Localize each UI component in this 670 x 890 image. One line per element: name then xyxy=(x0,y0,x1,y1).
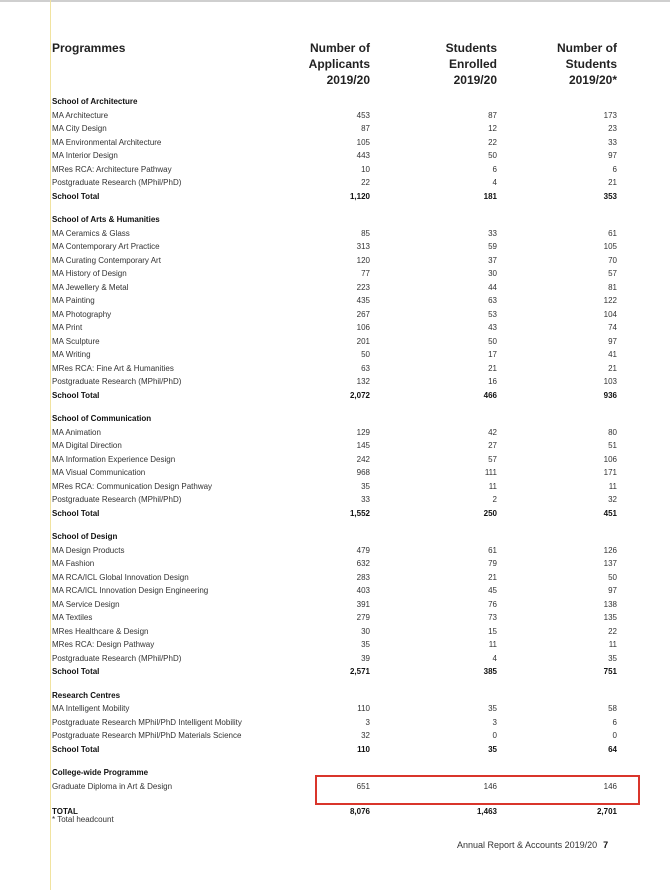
row-label: MA Digital Direction xyxy=(52,441,122,450)
table-row xyxy=(0,375,670,389)
applicants-cell: 651 xyxy=(356,781,370,791)
row-label: Postgraduate Research (MPhil/PhD) xyxy=(52,178,182,187)
top-border xyxy=(0,0,670,2)
header-enrolled xyxy=(357,40,497,88)
table-row xyxy=(0,702,670,716)
section-heading xyxy=(0,95,670,109)
students-cell: 97 xyxy=(608,151,617,160)
enrolled-cell: 385 xyxy=(483,667,497,676)
row-label: MA Ceramics & Glass xyxy=(52,228,130,238)
enrolled-cell: 181 xyxy=(483,191,497,201)
footer-text: Annual Report & Accounts 2019/20 xyxy=(457,840,598,850)
row-label: MRes RCA: Architecture Pathway xyxy=(52,164,172,174)
row-label: MRes Healthcare & Design xyxy=(52,626,149,636)
row-label: MA Painting xyxy=(52,296,95,305)
school-total-row xyxy=(0,743,670,757)
footnote: * Total headcount xyxy=(52,815,114,824)
enrolled-cell: 33 xyxy=(488,228,497,238)
row-label: TOTAL xyxy=(52,807,78,816)
row-label: Postgraduate Research (MPhil/PhD) xyxy=(52,377,182,386)
applicants-cell: 85 xyxy=(361,228,370,238)
enrolled-cell: 22 xyxy=(488,137,497,147)
table-row xyxy=(0,348,670,362)
table-row xyxy=(0,294,670,308)
enrolled-cell: 45 xyxy=(488,586,497,595)
enrolled-cell: 57 xyxy=(488,454,497,464)
row-label: MA Textiles xyxy=(52,613,93,622)
row-label: MA RCA/ICL Innovation Design Engineering xyxy=(52,586,209,595)
header-enrolled-line1: Students xyxy=(445,41,497,55)
enrolled-cell: 76 xyxy=(488,599,497,609)
students-cell: 51 xyxy=(608,441,617,450)
enrolled-cell: 35 xyxy=(488,744,497,754)
students-cell: 936 xyxy=(603,390,617,400)
applicants-cell: 479 xyxy=(356,545,370,555)
enrolled-cell: 1,463 xyxy=(476,807,497,816)
students-cell: 57 xyxy=(608,269,617,278)
header-applicants-line2: Applicants xyxy=(308,57,370,71)
row-label: MA Curating Contemporary Art xyxy=(52,255,161,265)
applicants-cell: 120 xyxy=(356,255,370,265)
applicants-cell: 1,120 xyxy=(349,191,370,201)
applicants-cell: 223 xyxy=(356,282,370,292)
enrolled-cell: 6 xyxy=(492,164,497,174)
enrolled-cell: 30 xyxy=(488,269,497,278)
enrolled-cell: 79 xyxy=(488,559,497,568)
applicants-cell: 3 xyxy=(365,717,370,727)
enrolled-cell: 27 xyxy=(488,441,497,450)
students-cell: 64 xyxy=(608,744,617,754)
students-cell: 106 xyxy=(603,454,617,464)
students-cell: 58 xyxy=(608,704,617,713)
row-label: MA City Design xyxy=(52,124,107,133)
row-label: MA Photography xyxy=(52,309,112,319)
table-row xyxy=(0,122,670,136)
header-applicants-line3: 2019/20 xyxy=(326,73,370,87)
table-row xyxy=(0,254,670,268)
enrolled-cell: 15 xyxy=(488,626,497,636)
applicants-cell: 35 xyxy=(361,640,370,649)
applicants-cell: 443 xyxy=(356,151,370,160)
enrolled-cell: 53 xyxy=(488,309,497,319)
enrolled-cell: 111 xyxy=(484,468,497,477)
enrolled-cell: 4 xyxy=(492,653,497,663)
row-label: College-wide Programme xyxy=(52,768,149,777)
students-cell: 146 xyxy=(603,781,617,791)
students-cell: 751 xyxy=(603,667,617,676)
applicants-cell: 145 xyxy=(356,441,370,450)
row-label: MA Contemporary Art Practice xyxy=(52,242,160,251)
applicants-cell: 279 xyxy=(356,613,370,622)
applicants-cell: 30 xyxy=(361,626,370,636)
table-row xyxy=(0,611,670,625)
table-row xyxy=(0,557,670,571)
row-label: School of Design xyxy=(52,532,118,541)
applicants-cell: 10 xyxy=(361,164,370,174)
row-label: MRes RCA: Fine Art & Humanities xyxy=(52,363,174,373)
applicants-cell: 22 xyxy=(361,178,370,187)
enrolled-cell: 12 xyxy=(488,124,497,133)
page-number: 7 xyxy=(603,840,609,850)
applicants-cell: 283 xyxy=(356,572,370,582)
table-row xyxy=(0,571,670,585)
table-row xyxy=(0,240,670,254)
enrolled-cell: 11 xyxy=(488,481,497,491)
applicants-cell: 453 xyxy=(356,110,370,120)
students-cell: 50 xyxy=(608,572,617,582)
enrolled-cell: 63 xyxy=(488,296,497,305)
enrolled-cell: 43 xyxy=(488,323,497,332)
row-label: Postgraduate Research MPhil/PhD Materials Science xyxy=(52,731,242,740)
table-row xyxy=(0,308,670,322)
page-footer xyxy=(457,840,608,850)
students-cell: 0 xyxy=(612,731,617,740)
enrolled-cell: 50 xyxy=(488,151,497,160)
table-row xyxy=(0,638,670,652)
section-heading xyxy=(0,530,670,544)
header-students-line3: 2019/20* xyxy=(568,73,617,87)
applicants-cell: 32 xyxy=(361,731,370,740)
row-label: MA Sculpture xyxy=(52,336,100,346)
row-label: Graduate Diploma in Art & Design xyxy=(52,781,173,791)
enrolled-cell: 16 xyxy=(488,377,497,386)
total-highlight-box xyxy=(315,775,640,805)
enrolled-cell: 87 xyxy=(488,110,497,120)
row-label: MA Fashion xyxy=(52,559,95,568)
row-label: MA Print xyxy=(52,323,83,332)
enrolled-cell: 35 xyxy=(488,704,497,713)
enrolled-cell: 4 xyxy=(492,178,497,187)
row-label: MRes RCA: Design Pathway xyxy=(52,640,155,649)
students-cell: 32 xyxy=(608,495,617,504)
enrolled-cell: 42 xyxy=(488,427,497,437)
header-enrolled-line2: Enrolled xyxy=(448,57,497,71)
table-row xyxy=(0,439,670,453)
table-row xyxy=(0,149,670,163)
enrolled-cell: 37 xyxy=(488,255,497,265)
students-cell: 33 xyxy=(608,137,617,147)
table-row xyxy=(0,493,670,507)
table-row xyxy=(0,109,670,123)
applicants-cell: 968 xyxy=(356,468,370,477)
header-applicants xyxy=(230,40,370,88)
row-label: MA Intelligent Mobility xyxy=(52,704,130,713)
table-row xyxy=(0,598,670,612)
students-cell: 81 xyxy=(608,282,617,292)
enrolled-cell: 0 xyxy=(492,731,497,740)
table-row xyxy=(0,176,670,190)
row-label: MA Design Products xyxy=(52,545,125,555)
row-label: Research Centres xyxy=(52,690,121,700)
row-label: School Total xyxy=(52,191,100,201)
applicants-cell: 435 xyxy=(356,296,370,305)
row-label: MA Animation xyxy=(52,427,101,437)
applicants-cell: 8,076 xyxy=(349,807,370,816)
students-cell: 97 xyxy=(608,586,617,595)
applicants-cell: 2,571 xyxy=(349,667,370,676)
students-cell: 22 xyxy=(608,626,617,636)
applicants-cell: 2,072 xyxy=(349,390,370,400)
applicants-cell: 77 xyxy=(361,269,370,278)
header-students-line1: Number of xyxy=(557,41,617,55)
students-cell: 126 xyxy=(603,545,617,555)
enrolled-cell: 44 xyxy=(488,282,497,292)
enrolled-cell: 59 xyxy=(488,242,497,251)
students-cell: 104 xyxy=(603,309,617,319)
header-enrolled-line3: 2019/20 xyxy=(453,73,497,87)
row-label: MRes RCA: Communication Design Pathway xyxy=(52,481,213,491)
applicants-cell: 39 xyxy=(361,653,370,663)
header-students xyxy=(477,40,617,88)
enrolled-cell: 50 xyxy=(488,336,497,346)
row-label: MA Service Design xyxy=(52,599,120,609)
table-row xyxy=(0,362,670,376)
applicants-cell: 403 xyxy=(356,586,370,595)
students-cell: 97 xyxy=(608,336,617,346)
applicants-cell: 129 xyxy=(356,427,370,437)
row-label: School of Architecture xyxy=(52,97,138,106)
students-cell: 138 xyxy=(603,599,617,609)
table-row xyxy=(0,163,670,177)
students-cell: 105 xyxy=(603,242,617,251)
applicants-cell: 391 xyxy=(356,599,370,609)
students-cell: 35 xyxy=(608,653,617,663)
applicants-cell: 110 xyxy=(357,704,370,713)
table-row xyxy=(0,281,670,295)
applicants-cell: 63 xyxy=(361,363,370,373)
enrolled-cell: 73 xyxy=(488,613,497,622)
applicants-cell: 313 xyxy=(356,242,370,251)
table-row xyxy=(0,267,670,281)
row-label: School Total xyxy=(52,390,100,400)
table-row xyxy=(0,652,670,666)
row-label: School Total xyxy=(52,667,100,676)
students-cell: 23 xyxy=(608,124,617,133)
applicants-cell: 1,552 xyxy=(349,508,370,518)
enrolled-cell: 21 xyxy=(488,572,497,582)
students-cell: 80 xyxy=(608,427,617,437)
enrolled-cell: 2 xyxy=(492,495,497,504)
table-row xyxy=(0,480,670,494)
applicants-cell: 87 xyxy=(361,124,370,133)
students-cell: 173 xyxy=(603,110,617,120)
applicants-cell: 35 xyxy=(361,481,370,491)
students-cell: 353 xyxy=(603,191,617,201)
students-cell: 11 xyxy=(608,481,617,491)
students-cell: 6 xyxy=(612,164,617,174)
row-label: MA Architecture xyxy=(52,110,109,120)
enrolled-cell: 17 xyxy=(488,350,497,359)
row-label: School Total xyxy=(52,744,100,754)
applicants-cell: 132 xyxy=(356,377,370,386)
row-label: Postgraduate Research MPhil/PhD Intelligent Mobility xyxy=(52,717,242,727)
enrolled-cell: 146 xyxy=(483,781,497,791)
students-cell: 70 xyxy=(608,255,617,265)
students-cell: 21 xyxy=(608,178,617,187)
table-row xyxy=(0,136,670,150)
students-cell: 11 xyxy=(608,640,617,649)
row-label: MA Jewellery & Metal xyxy=(52,282,129,292)
students-cell: 6 xyxy=(612,717,617,727)
row-label: Postgraduate Research (MPhil/PhD) xyxy=(52,653,182,663)
row-label: MA Environmental Architecture xyxy=(52,137,162,147)
row-label: MA RCA/ICL Global Innovation Design xyxy=(52,572,189,582)
students-cell: 122 xyxy=(603,296,617,305)
table-row xyxy=(0,716,670,730)
row-label: MA History of Design xyxy=(52,269,127,278)
students-cell: 61 xyxy=(608,228,617,238)
students-cell: 171 xyxy=(603,468,617,477)
row-label: School Total xyxy=(52,508,100,518)
section-heading xyxy=(0,689,670,703)
section-heading xyxy=(0,412,670,426)
table-row xyxy=(0,466,670,480)
school-total-row xyxy=(0,665,670,679)
enrolled-cell: 61 xyxy=(488,545,497,555)
applicants-cell: 110 xyxy=(357,744,370,754)
students-cell: 451 xyxy=(603,508,617,518)
enrolled-cell: 21 xyxy=(488,363,497,373)
applicants-cell: 50 xyxy=(361,350,370,359)
applicants-cell: 106 xyxy=(356,323,370,332)
table-row xyxy=(0,335,670,349)
header-applicants-line1: Number of xyxy=(310,41,370,55)
school-total-row xyxy=(0,389,670,403)
section-heading xyxy=(0,213,670,227)
row-label: School of Communication xyxy=(52,414,152,423)
header-programmes: Programmes xyxy=(52,41,126,55)
table-row xyxy=(0,544,670,558)
enrolled-cell: 250 xyxy=(483,508,497,518)
table-row xyxy=(0,625,670,639)
students-cell: 74 xyxy=(608,323,617,332)
school-total-row xyxy=(0,507,670,521)
applicants-cell: 267 xyxy=(356,309,370,319)
applicants-cell: 33 xyxy=(361,495,370,504)
applicants-cell: 105 xyxy=(356,137,370,147)
students-cell: 135 xyxy=(603,613,617,622)
students-cell: 2,701 xyxy=(596,807,617,816)
applicants-cell: 201 xyxy=(356,336,370,346)
students-cell: 21 xyxy=(608,363,617,373)
students-cell: 41 xyxy=(608,350,617,359)
enrolled-cell: 3 xyxy=(492,717,497,727)
row-label: MA Information Experience Design xyxy=(52,454,176,464)
row-label: MA Writing xyxy=(52,350,91,359)
row-label: School of Arts & Humanities xyxy=(52,215,160,224)
row-label: MA Visual Communication xyxy=(52,468,146,477)
applicants-cell: 242 xyxy=(356,454,370,464)
table-row xyxy=(0,321,670,335)
enrolled-cell: 11 xyxy=(488,640,497,649)
students-cell: 137 xyxy=(603,559,617,568)
header-students-line2: Students xyxy=(565,57,617,71)
school-total-row xyxy=(0,190,670,204)
row-label: MA Interior Design xyxy=(52,151,118,160)
students-cell: 103 xyxy=(603,377,617,386)
row-label: Postgraduate Research (MPhil/PhD) xyxy=(52,495,182,504)
table-row xyxy=(0,584,670,598)
enrolled-cell: 466 xyxy=(483,390,497,400)
table-row xyxy=(0,227,670,241)
applicants-cell: 632 xyxy=(356,559,370,568)
table-row xyxy=(0,729,670,743)
table-row xyxy=(0,426,670,440)
table-row xyxy=(0,453,670,467)
